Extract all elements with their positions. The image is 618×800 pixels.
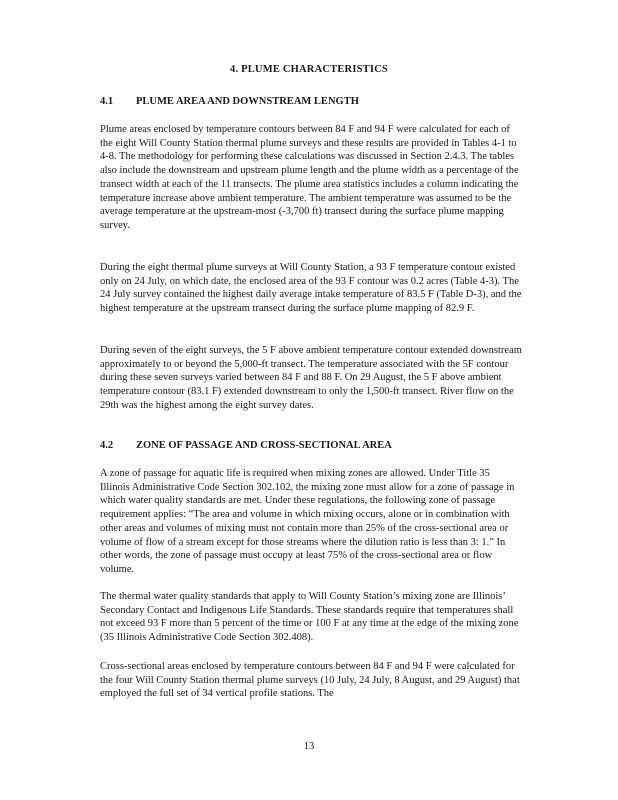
section-heading-4-1 [100, 96, 359, 107]
section-title: ZONE OF PASSAGE AND CROSS-SECTIONAL AREA [136, 440, 392, 451]
section-number: 4.2 [100, 440, 114, 451]
section-heading-4-2 [100, 440, 392, 451]
section-title: PLUME AREA AND DOWNSTREAM LENGTH [136, 96, 359, 107]
chapter-title: 4. PLUME CHARACTERISTICS [230, 64, 388, 75]
paragraph: Cross-sectional areas enclosed by temperature contours between 84 F and 94 F were calculated for the four Will County Station thermal plume surveys (10 July, 24 July, 8 August, and 29 August) that employed the full set of 34 vertical profile stations. The [100, 661, 520, 700]
paragraph: The thermal water quality standards that apply to Will County Station’s mixing zone are Illinois’ Secondary Contact and Indigenous Life Standards. These standards require that temperatures shall not exceed 93 F more than 5 percent of the time or 100 F at any time at the edge of the mixing zone (35 Illinois Administrative Code Section 302.408). [100, 591, 519, 644]
paragraph: A zone of passage for aquatic life is required when mixing zones are allowed. Under Title 35 Illinois Administrative Code Section 302.102, the mixing zone must allow for a zone of passage in which water quality standards are met. Under these regulations, the following zone of passage requirement applies: “The area and volume in which mixing occurs, alone or in combination with other areas and volumes of mixing must not contain more than 25% of the cross-sectional area or volume of flow of a stream except for those streams where the dilution ratio is less than 3: 1.” In other words, the zone of passage must occupy at least 75% of the cross-sectional area or flow volume. [100, 468, 515, 575]
paragraph: During seven of the eight surveys, the 5 F above ambient temperature contour extended downstream approximately to or beyond the 5,000-ft transect. The temperature associated with the 5F contour during these seven surveys varied between 84 F and 88 F. On 29 August, the 5 F above ambient temperature contour (83.1 F) extended downstream to only the 1,500-ft transect. River flow on the 29th was the highest among the eight survey dates. [100, 345, 522, 411]
section-number: 4.1 [100, 96, 114, 107]
page-number: 13 [303, 741, 315, 752]
paragraph: During the eight thermal plume surveys at Will County Station, a 93 F temperature contour existed only on 24 July, on which date, the enclosed area of the 93 F contour was 0.2 acres (Table 4-3). The 24 July survey contained the highest daily average intake temperature of 83.5 F (Table D-3), and the highest temperature at the upstream transect during the surface plume mapping of 82.9 F. [100, 262, 522, 315]
paragraph: Plume areas enclosed by temperature contours between 84 F and 94 F were calculated for each of the eight Will County Station thermal plume surveys and these results are provided in Tables 4-1 to 4-8. The methodology for performing these calculations was discussed in Section 2.4.3. The tables also include the downstream and upstream plume length and the plume width as a percentage of the transect width at each of the 11 transects. The plume area statistics includes a column indicating the temperature increase above ambient temperature. The ambient temperature was assumed to be the average temperature at the upstream-most (-3,700 ft) transect during the surface plume mapping survey. [100, 124, 519, 231]
